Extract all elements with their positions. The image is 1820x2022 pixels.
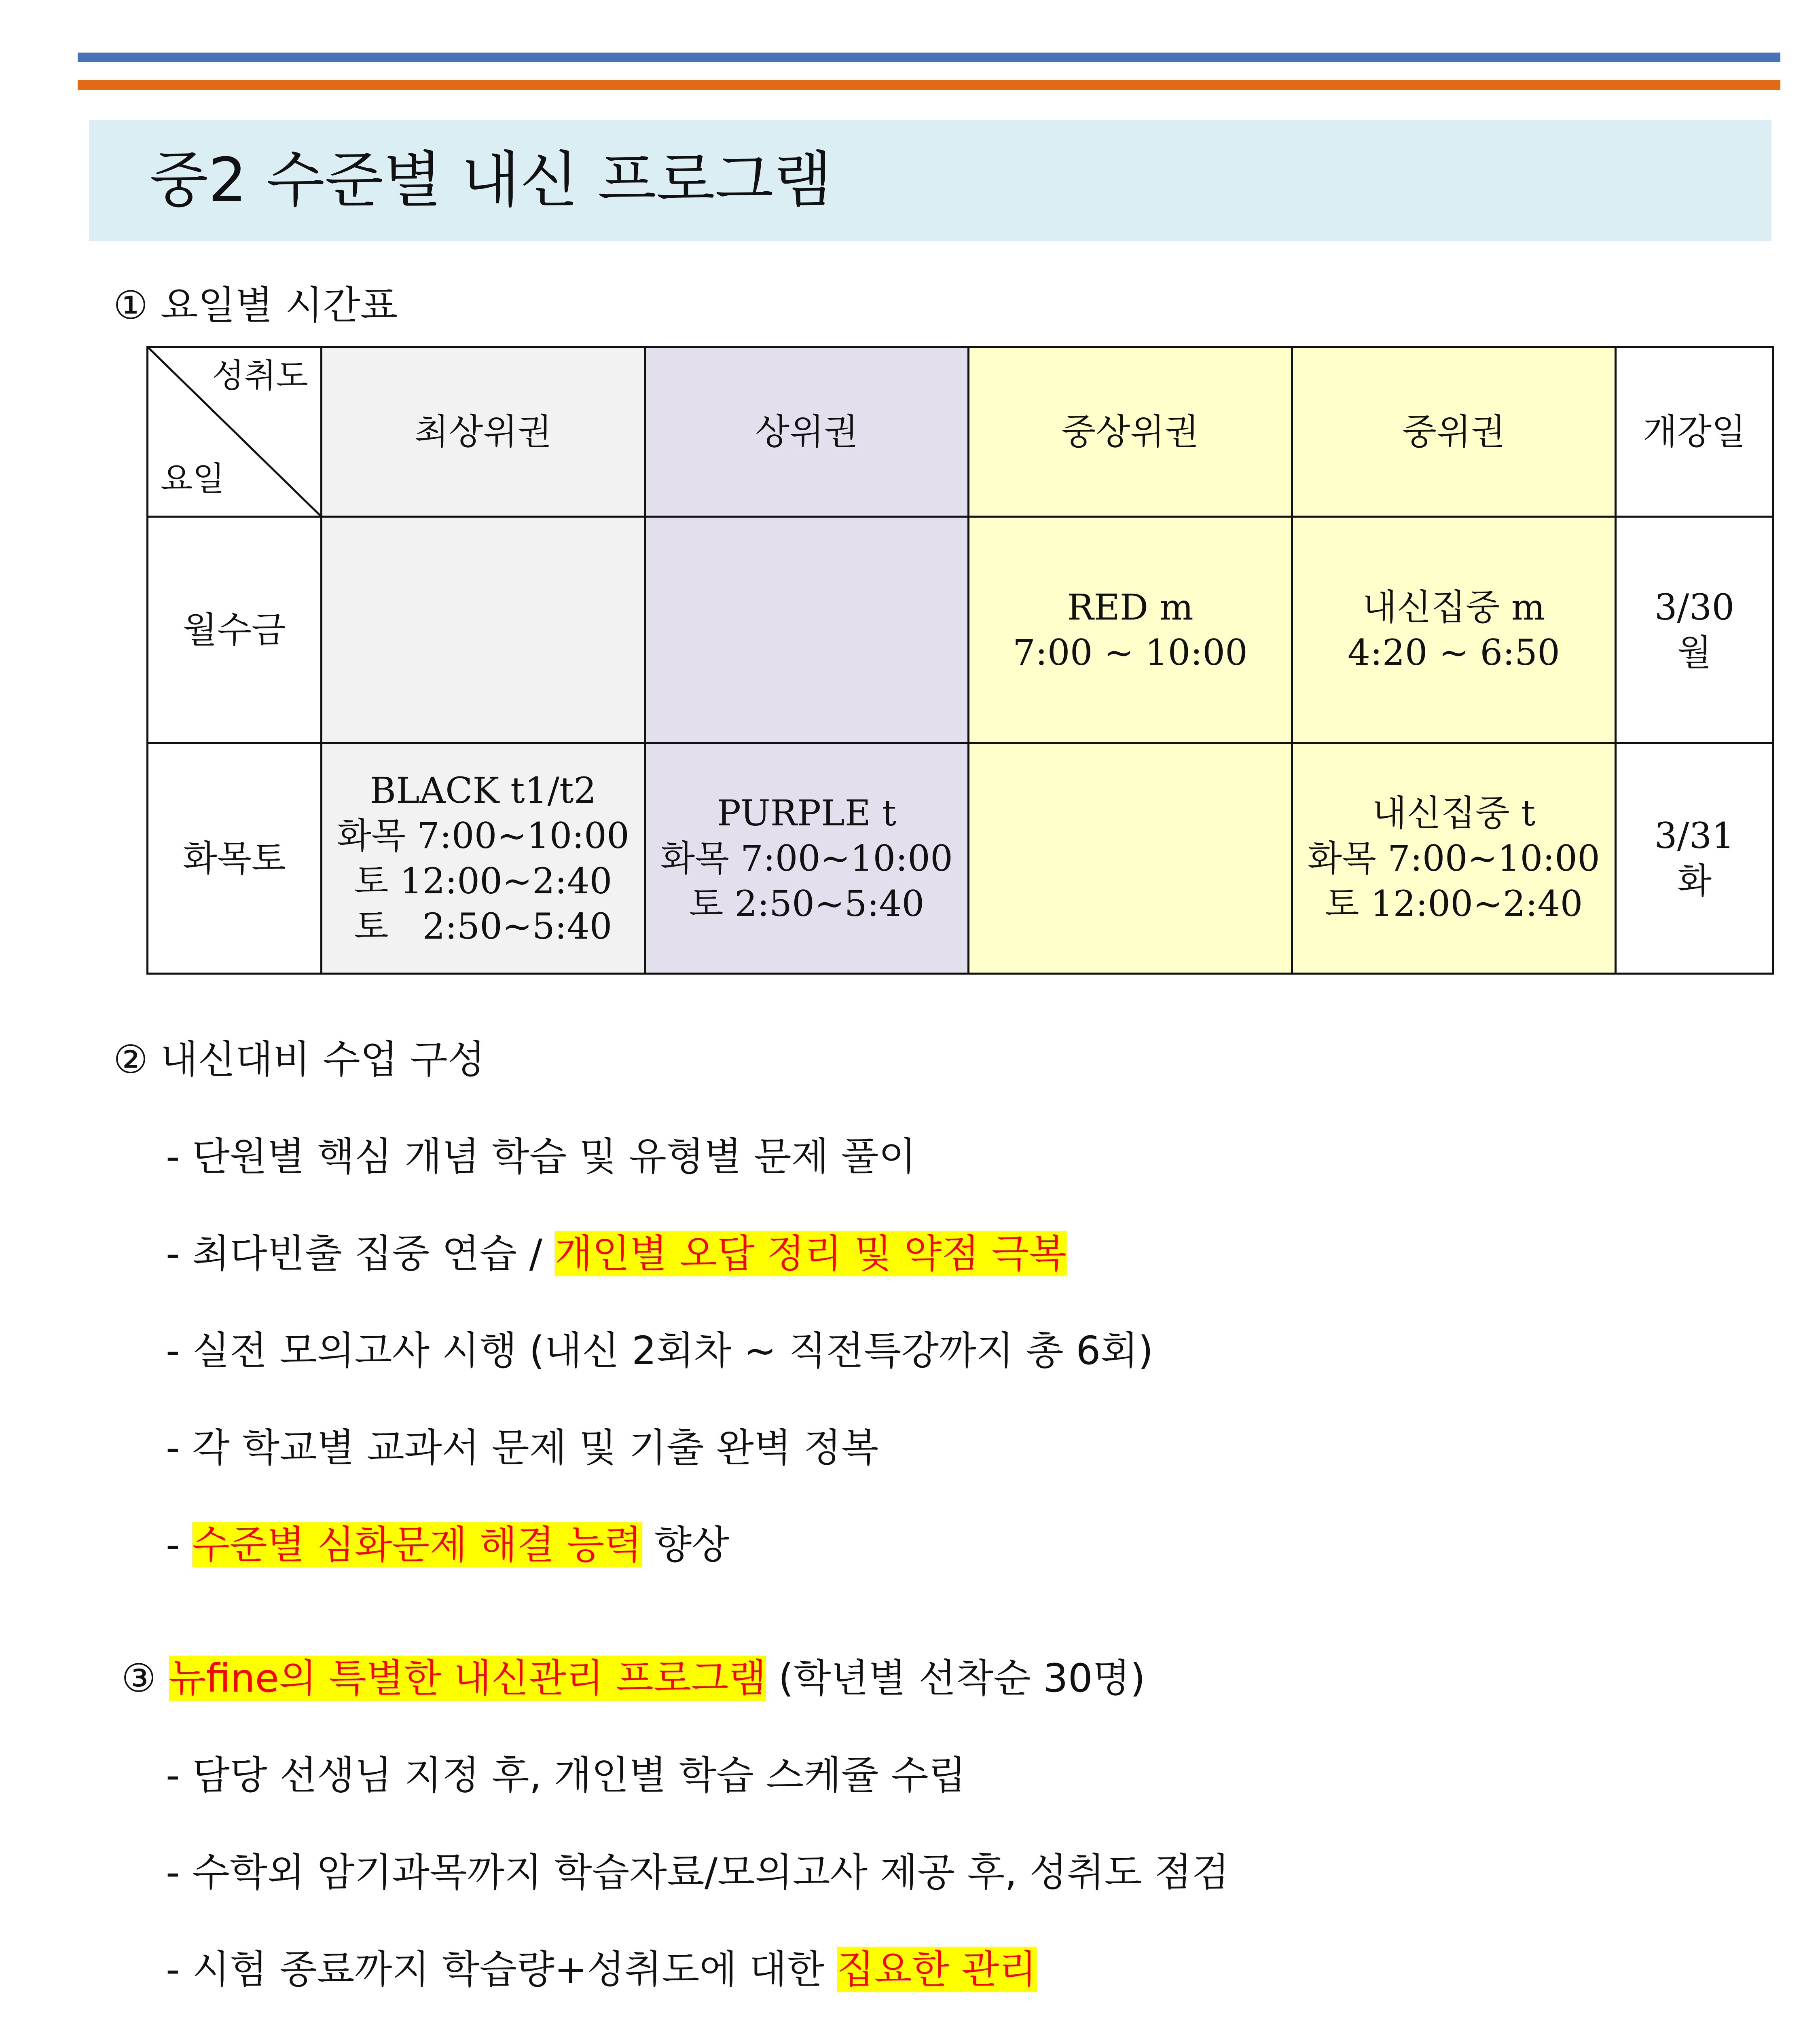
section3-highlight: 뉴fine의 특별한 내신관리 프로그램 xyxy=(168,1656,766,1701)
item-text: - 시험 종료까지 학습량+성취도에 대한 xyxy=(166,1947,837,1992)
item-highlight: 수준별 심화문제 해결 능력 xyxy=(192,1522,642,1567)
class-time: 화목 7:00~10:00 xyxy=(1308,837,1600,879)
section1-heading: ① 요일별 시간표 xyxy=(113,283,398,328)
cell-tts-upper xyxy=(645,743,969,974)
list-item xyxy=(166,1421,879,1474)
section3-number: ③ xyxy=(121,1656,169,1701)
start-weekday: 화 xyxy=(1677,860,1712,902)
section3-note: (학년별 선착순 30명) xyxy=(766,1656,1145,1701)
table-corner-cell xyxy=(148,347,322,517)
item-text: - 수학외 암기과목까지 학습자료/모의고사 제공 후, 성취도 점검 xyxy=(166,1850,1230,1895)
item-highlight: 집요한 관리 xyxy=(836,1947,1037,1992)
header-top-level: 최상위권 xyxy=(322,347,645,517)
class-time: 화목 7:00~10:00 xyxy=(337,814,629,857)
corner-label-achievement: 성취도 xyxy=(212,357,308,395)
cell-tts-mid xyxy=(1292,743,1616,974)
start-weekday: 월 xyxy=(1677,631,1712,673)
item-highlight: 개인별 오답 정리 및 약점 극복 xyxy=(554,1231,1067,1276)
cell-mwf-top xyxy=(322,517,645,743)
list-item xyxy=(166,1749,966,1802)
item-text: - 각 학교별 교과서 문제 및 기출 완벽 정복 xyxy=(166,1425,879,1470)
top-rule-blue xyxy=(78,53,1780,62)
item-text: - 실전 모의고사 시행 (내신 2회차 ~ 직전특강까지 총 6회) xyxy=(166,1328,1153,1373)
list-item xyxy=(166,1227,1067,1280)
class-name: BLACK t1/t2 xyxy=(370,769,597,811)
cell-mwf-upper-mid xyxy=(969,517,1292,743)
row-day-mwf: 월수금 xyxy=(148,517,322,743)
start-date: 3/31 xyxy=(1654,814,1735,857)
class-name: 내신집중 m xyxy=(1362,586,1545,628)
item-text-suffix: 향상 xyxy=(641,1522,729,1567)
class-time: 7:00 ~ 10:00 xyxy=(1013,631,1248,673)
list-item xyxy=(166,1130,916,1183)
row-day-tts: 화목토 xyxy=(148,743,322,974)
top-rule-orange xyxy=(78,80,1780,90)
class-name: 내신집중 t xyxy=(1372,792,1536,834)
item-text: - xyxy=(166,1522,193,1567)
section3-heading xyxy=(121,1652,1145,1705)
item-text: - 담당 선생님 지정 후, 개인별 학습 스케쥴 수립 xyxy=(166,1753,966,1798)
header-upper-level: 상위권 xyxy=(645,347,969,517)
cell-tts-start xyxy=(1616,743,1773,974)
class-name: PURPLE t xyxy=(717,792,897,834)
class-time: 토 2:50~5:40 xyxy=(354,905,612,947)
table-row xyxy=(148,743,1773,974)
section2-heading: ② 내신대비 수업 구성 xyxy=(113,1037,485,1082)
header-start-date: 개강일 xyxy=(1616,347,1773,517)
list-item xyxy=(166,1846,1230,1899)
list-item xyxy=(166,1324,1153,1377)
page-title: 중2 수준별 내신 프로그램 xyxy=(150,145,832,216)
title-banner xyxy=(89,120,1771,241)
header-upper-mid-level: 중상위권 xyxy=(969,347,1292,517)
list-item xyxy=(166,1943,1037,1996)
item-text: - 단원별 핵심 개념 학습 및 유형별 문제 풀이 xyxy=(166,1134,916,1179)
class-name: RED m xyxy=(1067,586,1194,628)
class-time: 토 2:50~5:40 xyxy=(689,882,925,924)
table-row xyxy=(148,517,1773,743)
cell-mwf-mid xyxy=(1292,517,1616,743)
class-time: 토 12:00~2:40 xyxy=(1325,882,1583,924)
cell-mwf-upper xyxy=(645,517,969,743)
cell-tts-upper-mid xyxy=(969,743,1292,974)
schedule-table xyxy=(146,346,1774,975)
corner-label-day: 요일 xyxy=(161,460,225,498)
class-time: 4:20 ~ 6:50 xyxy=(1348,631,1560,673)
class-time: 화목 7:00~10:00 xyxy=(660,837,953,879)
header-mid-level: 중위권 xyxy=(1292,347,1616,517)
item-text: - 최다빈출 집중 연습 / xyxy=(166,1231,555,1276)
table-header-row xyxy=(148,347,1773,517)
class-time: 토 12:00~2:40 xyxy=(354,860,612,902)
list-item xyxy=(166,1519,729,1571)
cell-tts-top xyxy=(322,743,645,974)
start-date: 3/30 xyxy=(1654,586,1735,628)
cell-mwf-start xyxy=(1616,517,1773,743)
